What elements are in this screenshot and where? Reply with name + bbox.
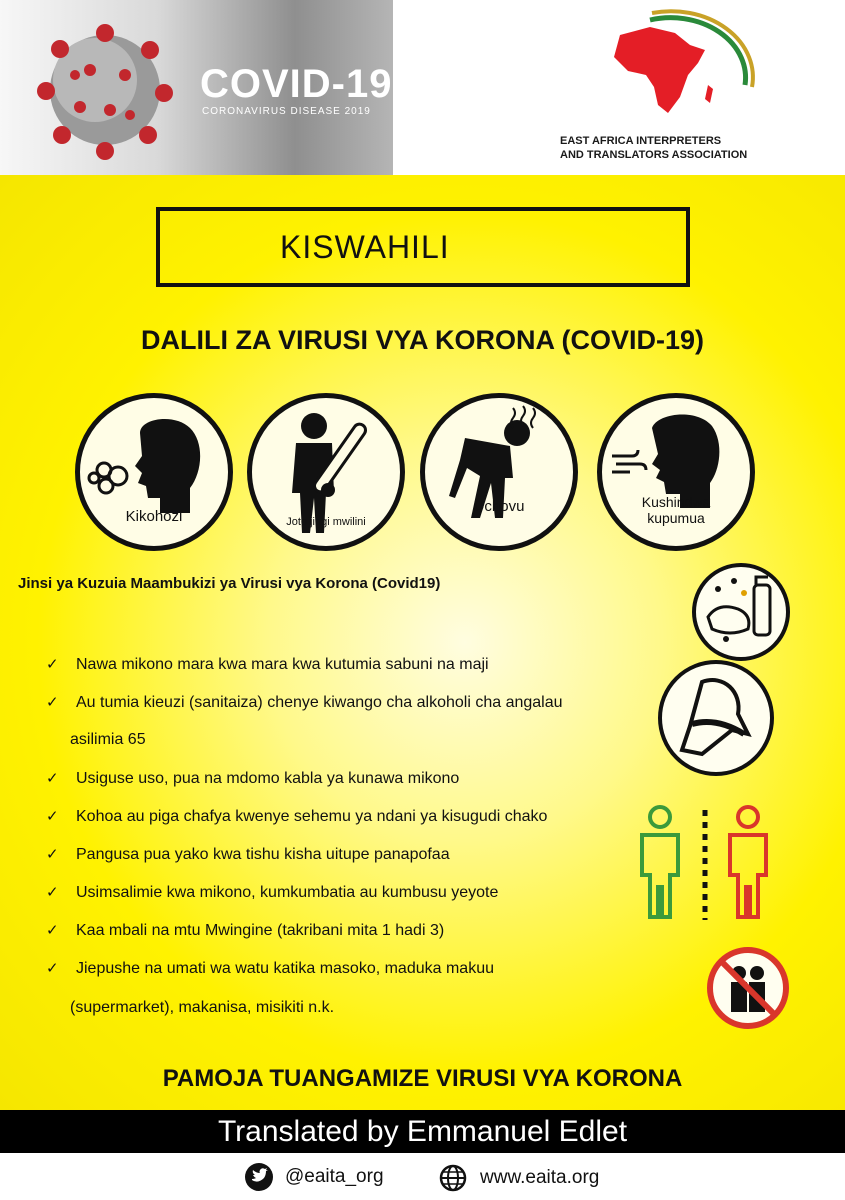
covid-banner [0,0,393,175]
check-icon: ✓ [46,884,59,901]
symptom-label [602,494,750,526]
slogan: PAMOJA TUANGAMIZE VIRUSI VYA KORONA [162,1065,683,1092]
no-crowds-icon [705,945,791,1031]
check-icon: ✓ [46,694,59,711]
tip-text: Pangusa pua yako kwa tishu kisha uitupe panapofaa [76,846,450,863]
globe-icon [438,1163,468,1193]
check-icon: ✓ [46,960,59,977]
credit-bar [0,1110,845,1153]
tip-continuation: asilimia 65 [70,731,146,748]
africa-map-logo [580,5,760,125]
check-icon: ✓ [46,808,59,825]
symptoms-title: DALILI ZA VIRUSI VYA KORONA (COVID-19) [140,325,705,355]
symptom-fever [247,393,405,551]
credit-text: Translated by Emmanuel Edlet [217,1114,628,1148]
tip-text: Nawa mikono mara kwa mara kwa kutumia sabuni na maji [76,656,489,673]
twitter-link[interactable] [245,1163,384,1191]
org-name-line2: AND TRANSLATORS ASSOCIATION [560,149,748,161]
symptom-label: Joto jingi mwilini [286,516,366,528]
tip-text: Kaa mbali na mtu Mwingine (takribani mita 1 hadi 3) [76,922,445,939]
symptom-breathing [597,393,755,551]
poster [0,175,845,1110]
handwashing-icon [692,563,790,661]
tip-text: Au tumia kieuzi (sanitaiza) chenye kiwango cha alkoholi cha angalau [76,694,563,711]
prevention-title: Jinsi ya Kuzuia Maambukizi ya Virusi vya Korona (Covid19) [18,575,441,592]
twitter-icon [245,1163,273,1191]
social-distancing-icon [630,805,780,925]
header [0,0,845,175]
twitter-handle: @eaita_org [285,1166,384,1187]
language-box [156,207,690,287]
check-icon: ✓ [46,922,59,939]
symptom-cough [75,393,233,551]
coronavirus-icon [30,15,180,165]
language-label: KISWAHILI [280,228,450,265]
website-url: www.eaita.org [480,1167,600,1188]
symptom-fatigue [420,393,578,551]
tip-text: Jiepushe na umati wa watu katika masoko, maduka makuu [76,960,494,977]
banner-title: COVID-19 [200,62,393,106]
check-icon: ✓ [46,770,59,787]
check-icon: ✓ [46,656,59,673]
social-footer [0,1153,845,1200]
org-name [560,134,770,162]
tip-text: Usimsalimie kwa mikono, kumkumbatia au kumbusu yeyote [76,884,499,901]
org-name-line1: EAST AFRICA INTERPRETERS [560,135,722,147]
fatigue-icon [425,398,573,546]
symptom-label: Kikohozi [125,508,183,525]
website-link[interactable] [438,1163,599,1193]
tip-text: Usiguse uso, pua na mdomo kabla ya kunawa mikono [76,770,460,787]
symptom-label-line2: kupumua [647,510,705,526]
symptom-label: Uchovu [473,498,525,515]
check-icon: ✓ [46,846,59,863]
banner-subtitle: CORONAVIRUS DISEASE 2019 [202,106,371,117]
sneeze-elbow-icon [658,660,774,776]
symptom-label-line1: Kushindwa [641,494,711,510]
tip-continuation: (supermarket), makanisa, misikiti n.k. [70,999,335,1016]
tip-text: Kohoa au piga chafya kwenye sehemu ya ndani ya kisugudi chako [76,808,548,825]
